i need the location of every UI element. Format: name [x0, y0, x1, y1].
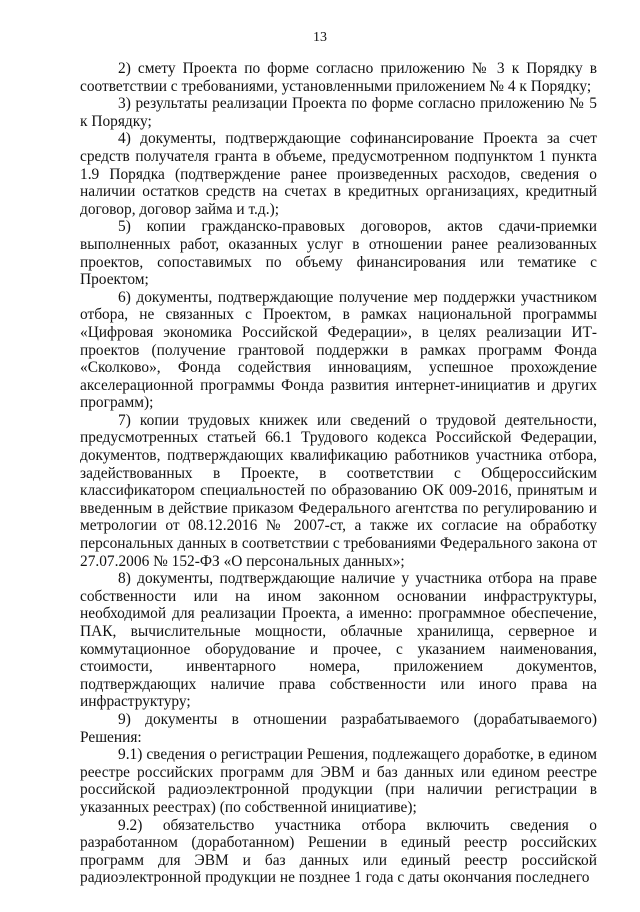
- paragraph-item-9-1-registration: 9.1) сведения о регистрации Решения, подлежащего доработке, в едином реестре российских программ для ЭВМ и баз данных или едином реестре российской радиоэлектронной продукции (при наличии регистрации в указанных реестрах) (по собственной инициативе);: [80, 746, 597, 816]
- document-body: [80, 60, 597, 887]
- page-number: 13: [313, 30, 327, 45]
- paragraph-item-9-2-obligation: 9.2) обязательство участника отбора включить сведения о разработанном (доработанном) Решении в единый реестр российских программ для ЭВМ и баз данных или единый реестр российской радиоэлектронной продукции не позднее 1 года с даты окончания последнего: [80, 816, 597, 887]
- paragraph-item-3-results: 3) результаты реализации Проекта по форме согласно приложению № 5 к Порядку;: [80, 95, 597, 130]
- paragraph-item-5-contracts: 5) копии гражданско-правовых договоров, актов сдачи-приемки выполненных работ, оказанных услуг в отношении ранее реализованных проектов, сопоставимых по объему финансирования или тематике с Проектом;: [80, 218, 597, 289]
- paragraph-item-6-support-measures: 6) документы, подтверждающие получение мер поддержки участником отбора, не связанных с Проектом, в рамках национальной программы «Цифровая экономика Российской Федерации», в целях реализации ИТ-проектов (получение грантовой поддержки в рамках программ Фонда «Сколково», Фонда содействия инновациям, успешное прохождение акселерационной программы Фонда развития интернет-инициатив и других программ);: [80, 288, 597, 412]
- paragraph-item-7-employment-records: 7) копии трудовых книжек или сведений о трудовой деятельности, предусмотренных статьей 66.1 Трудового кодекса Российской Федерации, документов, подтверждающих квалификацию работников участника отбора, задействованных в Проекте, в соответствии с Общероссийским классификатором специальностей по образованию ОК 009-2016, принятым и введенным в действие приказом Федерального агентства по регулированию и метрологии от 08.12.2016 № 2007-ст, а также их согласие на обработку персональных данных в соответствии с требованиями Федерального закона от 27.07.2006 № 152-ФЗ «О персональных данных»;: [80, 411, 597, 570]
- paragraph-item-9-solution-documents: 9) документы в отношении разрабатываемого (дорабатываемого) Решения:: [80, 710, 597, 746]
- paragraph-item-4-cofinancing: 4) документы, подтверждающие софинансирование Проекта за счет средств получателя гранта в объеме, предусмотренном подпунктом 1 пункта 1.9 Порядка (подтверждение ранее произведенных расходов, сведения о наличии остатков средств на счетах в кредитных организациях, кредитный договор, договор займа и т.д.);: [80, 130, 597, 218]
- paragraph-item-2-estimate: 2) смету Проекта по форме согласно приложению № 3 к Порядку в соответствии с требованиями, установленными приложением № 4 к Порядку;: [80, 60, 597, 95]
- paragraph-item-8-infrastructure: 8) документы, подтверждающие наличие у участника отбора на праве собственности или на ином законном основании инфраструктуры, необходимой для реализации Проекта, а именно: программное обеспечение, ПАК, вычислительные мощности, облачные хранилища, серверное и коммутационное оборудование и прочее, с указанием наименования, стоимости, инвентарного номера, приложением документов, подтверждающих наличие права собственности или иного права на инфраструктуру;: [80, 570, 597, 711]
